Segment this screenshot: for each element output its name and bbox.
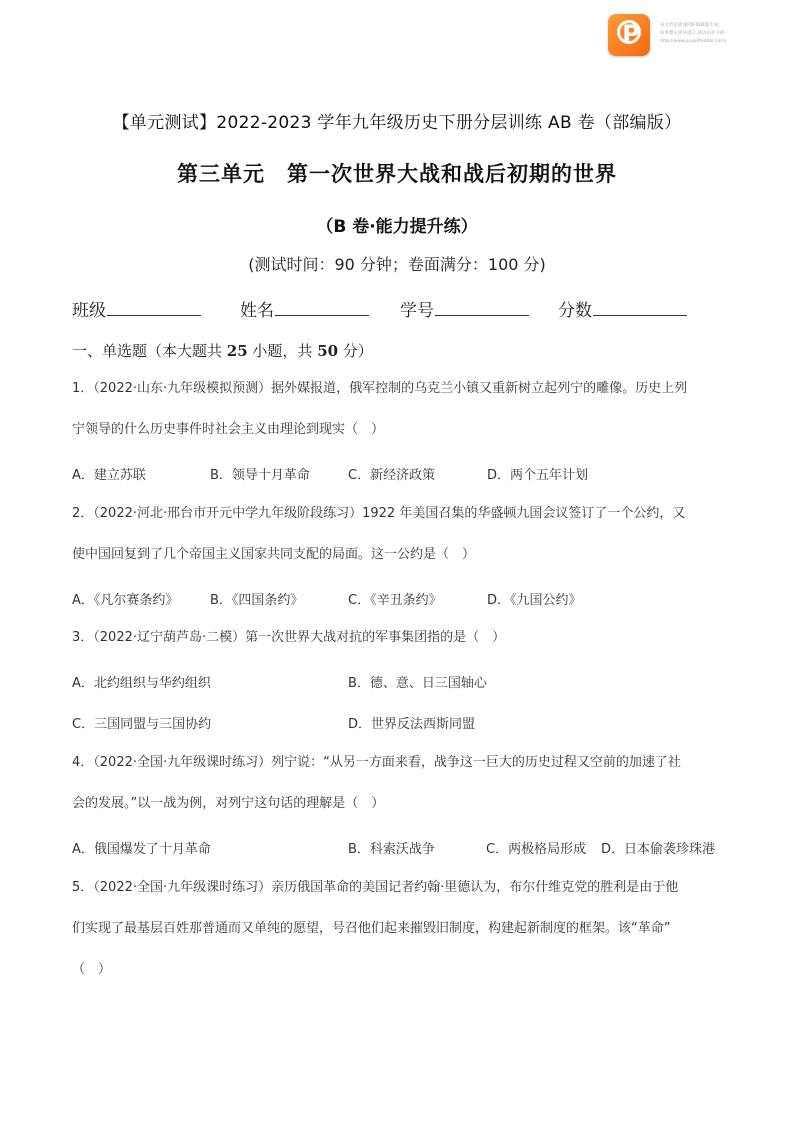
student-id-label: 学号 [400, 301, 434, 321]
class-label: 班级 [72, 301, 106, 321]
question-text: 1．（2022·山东·九年级模拟预测）据外媒报道，俄军控制的乌克兰小镇又重新树立起列宁的雕像。历史上列 [72, 381, 688, 396]
option-d[interactable]: D．两个五年计划 [487, 468, 589, 483]
option-c[interactable]: C．三国同盟与三国协约 [72, 717, 212, 732]
name-blank[interactable] [275, 297, 369, 316]
score-blank[interactable] [593, 297, 687, 316]
option-d[interactable]: D．日本偷袭珍珠港 [601, 842, 716, 857]
section-count: 25 [226, 342, 248, 360]
option-c[interactable]: C．两极格局形成 [486, 842, 587, 857]
option-b[interactable]: B．《四国条约》 [210, 593, 304, 608]
logo-letter: P [622, 20, 640, 48]
section-prefix: 一、单选题（本大题共 [72, 342, 227, 360]
student-id-field[interactable] [400, 296, 529, 321]
section-points: 50 [317, 342, 339, 360]
option-a[interactable]: A．俄国爆发了十月革命 [72, 842, 211, 857]
section-suffix: 分） [338, 342, 373, 360]
question-text: 2．（2022·河北·邢台市开元中学九年级阶段练习）1922 年美国召集的华盛顿九国会议签订了一个公约，又 [72, 506, 686, 521]
series-title: 【单元测试】2022-2023 学年九年级历史下册分层训练 AB 卷（部编版） [112, 113, 682, 133]
question-text: 3．（2022·辽宁葫芦岛·二模）第一次世界大战对抗的军事集团指的是（ ） [72, 630, 506, 645]
option-d[interactable]: D．世界反法西斯同盟 [348, 717, 476, 732]
option-a[interactable]: A．北约组织与华约组织 [72, 676, 211, 691]
option-a[interactable]: A．建立苏联 [72, 468, 146, 483]
class-blank[interactable] [107, 297, 201, 316]
question-text: 使中国回复到了几个帝国主义国家共同支配的局面。这一公约是（ ） [72, 547, 476, 562]
option-b[interactable]: B．德、意、日三国轴心 [348, 676, 487, 691]
option-b[interactable]: B．科索沃战争 [348, 842, 435, 857]
name-field[interactable] [240, 296, 369, 321]
question-text: 5．（2022·全国·九年级课时练习）亲历俄国革命的美国记者约翰·里德认为，布尔什维克党的胜利是由于他 [72, 880, 679, 895]
watermark-text [660, 22, 780, 46]
option-c[interactable]: C．新经济政策 [348, 468, 436, 483]
question-text: 们实现了最基层百姓那普通而又单纯的愿望，号召他们起来摧毁旧制度，构建起新制度的框架。该“革命” [72, 921, 671, 936]
question-text: （ ） [72, 962, 112, 977]
question-1 [72, 368, 724, 450]
question-5 [72, 867, 724, 990]
watermark-line: 该文档是极速PDF编辑器生成, [660, 23, 720, 28]
question-text: 4．（2022·全国·九年级课时练习）列宁说：“从另一方面来看，战争这一巨大的历史过程又空前的加速了社 [72, 755, 681, 770]
question-text: 宁领导的什么历史事件时社会主义由理论到现实（ ） [72, 422, 385, 437]
watermark-line: 如果想去掉该提示,请访问并下载: [660, 31, 726, 36]
option-c[interactable]: C．《辛丑条约》 [348, 593, 442, 608]
class-field[interactable] [72, 296, 201, 321]
name-label: 姓名 [240, 301, 274, 321]
unit-title: 第三单元 第一次世界大战和战后初期的世界 [177, 162, 617, 186]
student-id-blank[interactable] [435, 297, 529, 316]
paper-type: （B 卷·能力提升练） [316, 217, 478, 237]
section-mid: 小题，共 [247, 342, 318, 360]
question-3 [72, 617, 724, 658]
watermark-line: http://www.jisupdfeditor.com/ [660, 39, 727, 44]
score-field[interactable] [558, 296, 687, 321]
option-b[interactable]: B．领导十月革命 [210, 468, 310, 483]
option-a[interactable]: A．《凡尔赛条约》 [72, 593, 179, 608]
section-heading [72, 340, 373, 361]
question-2 [72, 493, 724, 575]
pdf-editor-logo-icon [608, 14, 650, 56]
exam-info: (测试时间：90 分钟；卷面满分：100 分) [248, 255, 546, 274]
option-d[interactable]: D．《九国公约》 [487, 593, 582, 608]
score-label: 分数 [558, 301, 592, 321]
question-4 [72, 742, 724, 824]
question-text: 会的发展。”以一战为例，对列宁这句话的理解是（ ） [72, 796, 385, 811]
